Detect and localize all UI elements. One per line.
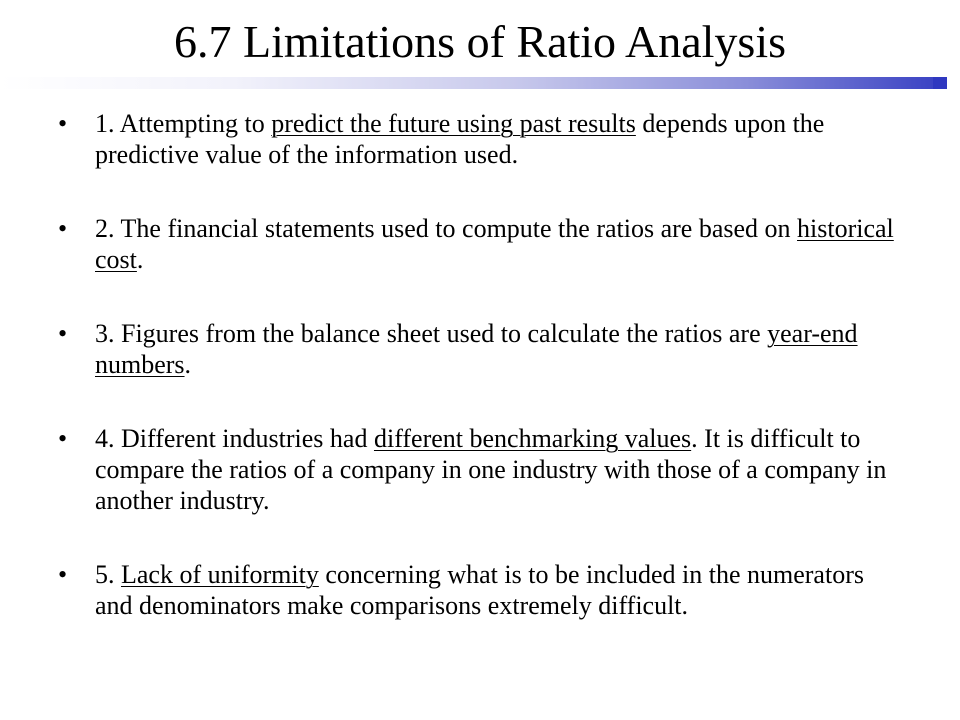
slide-title: 6.7 Limitations of Ratio Analysis <box>173 16 787 67</box>
bullet-underlined-text: Lack of uniformity <box>121 560 319 589</box>
bullet-text-start: 1. Attempting to <box>95 109 272 138</box>
bullet-dot-icon: • <box>58 560 68 589</box>
bullet-text-end: depends upon the predictive value of the information used. <box>95 109 825 169</box>
bullet-item-3 <box>58 318 898 380</box>
bullet-dot-icon: • <box>58 319 68 348</box>
bullet-text-end: . <box>136 245 144 274</box>
bullet-dot-icon: • <box>58 214 68 243</box>
bullet-text-start: 3. Figures from the balance sheet used to calculate the ratios are <box>95 319 768 348</box>
bullet-list <box>58 108 898 664</box>
bullet-text-end: . <box>184 350 192 379</box>
bullet-dot-icon: • <box>58 424 68 453</box>
title-accent-square <box>933 77 947 89</box>
bullet-underlined-text: year-end numbers <box>95 319 858 379</box>
bullet-text-start: 2. The financial statements used to compute the ratios are based on <box>95 214 798 243</box>
title-accent-bar <box>0 77 960 89</box>
bullet-item-5 <box>58 559 898 621</box>
bullet-text-end: . It is difficult to compare the ratios of a company in one industry with those of a company in another industry. <box>95 424 887 515</box>
bullet-text-start: 4. Different industries had <box>95 424 374 453</box>
bullet-underlined-text: different benchmarking values <box>373 424 692 453</box>
bullet-underlined-text: predict the future using past results <box>271 109 636 138</box>
bullet-item-2 <box>58 213 898 275</box>
bullet-dot-icon: • <box>58 109 68 138</box>
bullet-item-1 <box>58 108 898 170</box>
bullet-item-4 <box>58 423 898 516</box>
bullet-text-start: 5. <box>95 560 121 589</box>
title-accent-gradient <box>0 77 933 89</box>
bullet-underlined-text: historical cost <box>95 214 894 274</box>
bullet-text-end: concerning what is to be included in the numerators and denominators make comparisons extremely difficult. <box>95 560 864 620</box>
